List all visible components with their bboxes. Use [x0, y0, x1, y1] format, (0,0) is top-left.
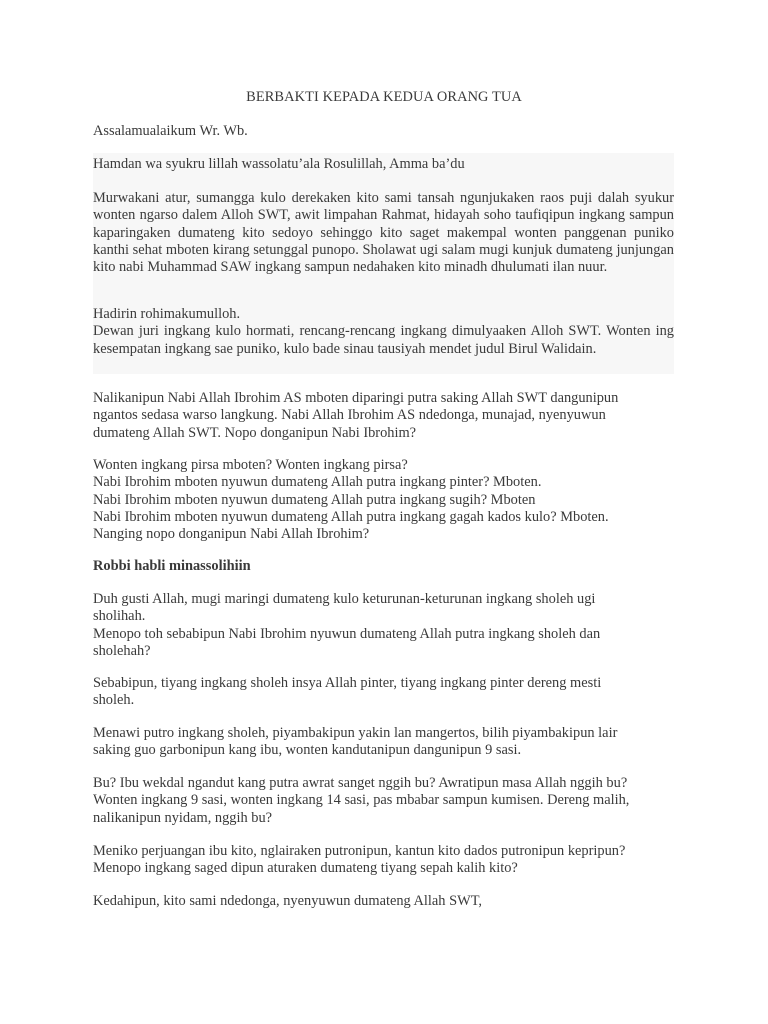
duh-gusti-paragraph [93, 591, 674, 660]
opening [93, 156, 674, 173]
robbi-text: Robbi habli minassolihiin [93, 558, 251, 574]
robbi-heading [93, 558, 674, 575]
kedahipun-text: Kedahipun, kito sami ndedonga, nyenyuwun dumateng Allah SWT, [93, 893, 483, 909]
hadirin-paragraph [93, 306, 674, 358]
sebabipun-paragraph [93, 675, 674, 710]
opening-text: Hamdan wa syukru lillah wassolatu’ala Rosulillah, Amma ba’du [93, 156, 465, 172]
sebabipun-text: Sebabipun, tiyang ingkang sholeh insya Allah pinter, tiyang ingkang pinter dereng mesti sholeh. [93, 675, 602, 709]
bu-paragraph [93, 775, 674, 827]
greeting-text: Assalamualaikum Wr. Wb. [93, 123, 248, 139]
hadirin-text: Hadirin rohimakumulloh. [93, 306, 241, 322]
dewan-text: Dewan juri ingkang kulo hormati, rencang-rencang ingkang dimulyaaken Alloh SWT. Wonten ing kesempatan ingkang sae puniko, kulo bade sinau tausiyah mendet judul Birul Walidain. [93, 323, 674, 357]
murwakani-paragraph [93, 190, 674, 276]
menawi-paragraph [93, 725, 674, 760]
nalikanipun-paragraph [93, 390, 674, 442]
questions-text: Wonten ingkang pirsa mboten? Wonten ingkang pirsa? Nabi Ibrohim mboten nyuwun dumateng Allah putra ingkang pinter? Mboten. Nabi Ibrohim mboten nyuwun dumateng Allah putra ingkang sugih? Mboten Nabi Ibrohim mboten nyuwun dumateng Allah putra ingkang gagah kados kulo? Mboten. Nanging nopo donganipun Nabi Allah Ibrohim? [93, 457, 609, 543]
meniko-paragraph [93, 843, 674, 878]
kedahipun-paragraph [93, 893, 674, 910]
murwakani-text: Murwakani atur, sumangga kulo derekaken kito sami tansah ngunjukaken raos puji dalah syukur wonten ngarso dalem Alloh SWT, awit limpahan Rahmat, hidayah soho taufiqipun ingkang sampun kaparingaken dumateng kito sedoyo sehinggo kito saget makempal wonten panggenan puniko kanthi sehat mboten kirang setunggal punopo. Sholawat ugi salam mugi kunjuk dumateng junjungan kito nabi Muhammad SAW ingkang sampun nedahaken kito minadh dhulumati ilan nuur. [93, 190, 674, 276]
greeting [93, 123, 674, 140]
meniko-text: Meniko perjuangan ibu kito, nglairaken putronipun, kantun kito dados putronipun kepripun? Menopo ingkang saged dipun aturaken dumateng tiyang sepah kalih kito? [93, 843, 626, 877]
duh-gusti-text: Duh gusti Allah, mugi maringi dumateng kulo keturunan-keturunan ingkang sholeh ugi sholihah. Menopo toh sebabipun Nabi Ibrohim nyuwun dumateng Allah putra ingkang sholeh dan sholehah? [93, 591, 601, 659]
document-title: BERBAKTI KEPADA KEDUA ORANG TUA [246, 89, 522, 105]
bu-text: Bu? Ibu wekdal ngandut kang putra awrat sanget nggih bu? Awratipun masa Allah nggih bu? Wonten ingkang 9 sasi, wonten ingkang 14 sasi, pas mbabar sampun kumisen. Dereng malih, nalikanipun nyidam, nggih bu? [93, 775, 630, 826]
nalikanipun-text: Nalikanipun Nabi Allah Ibrohim AS mboten diparingi putra saking Allah SWT dangunipun ngantos sedasa warso langkung. Nabi Allah Ibrohim AS ndedonga, munajad, nyenyuwun dumateng Allah SWT. Nopo donganipun Nabi Ibrohim? [93, 390, 619, 441]
questions-paragraph [93, 457, 674, 543]
menawi-text: Menawi putro ingkang sholeh, piyambakipun yakin lan mangertos, bilih piyambakipun lair saking guo garbonipun kang ibu, wonten kandutanipun dangunipun 9 sasi. [93, 725, 618, 759]
